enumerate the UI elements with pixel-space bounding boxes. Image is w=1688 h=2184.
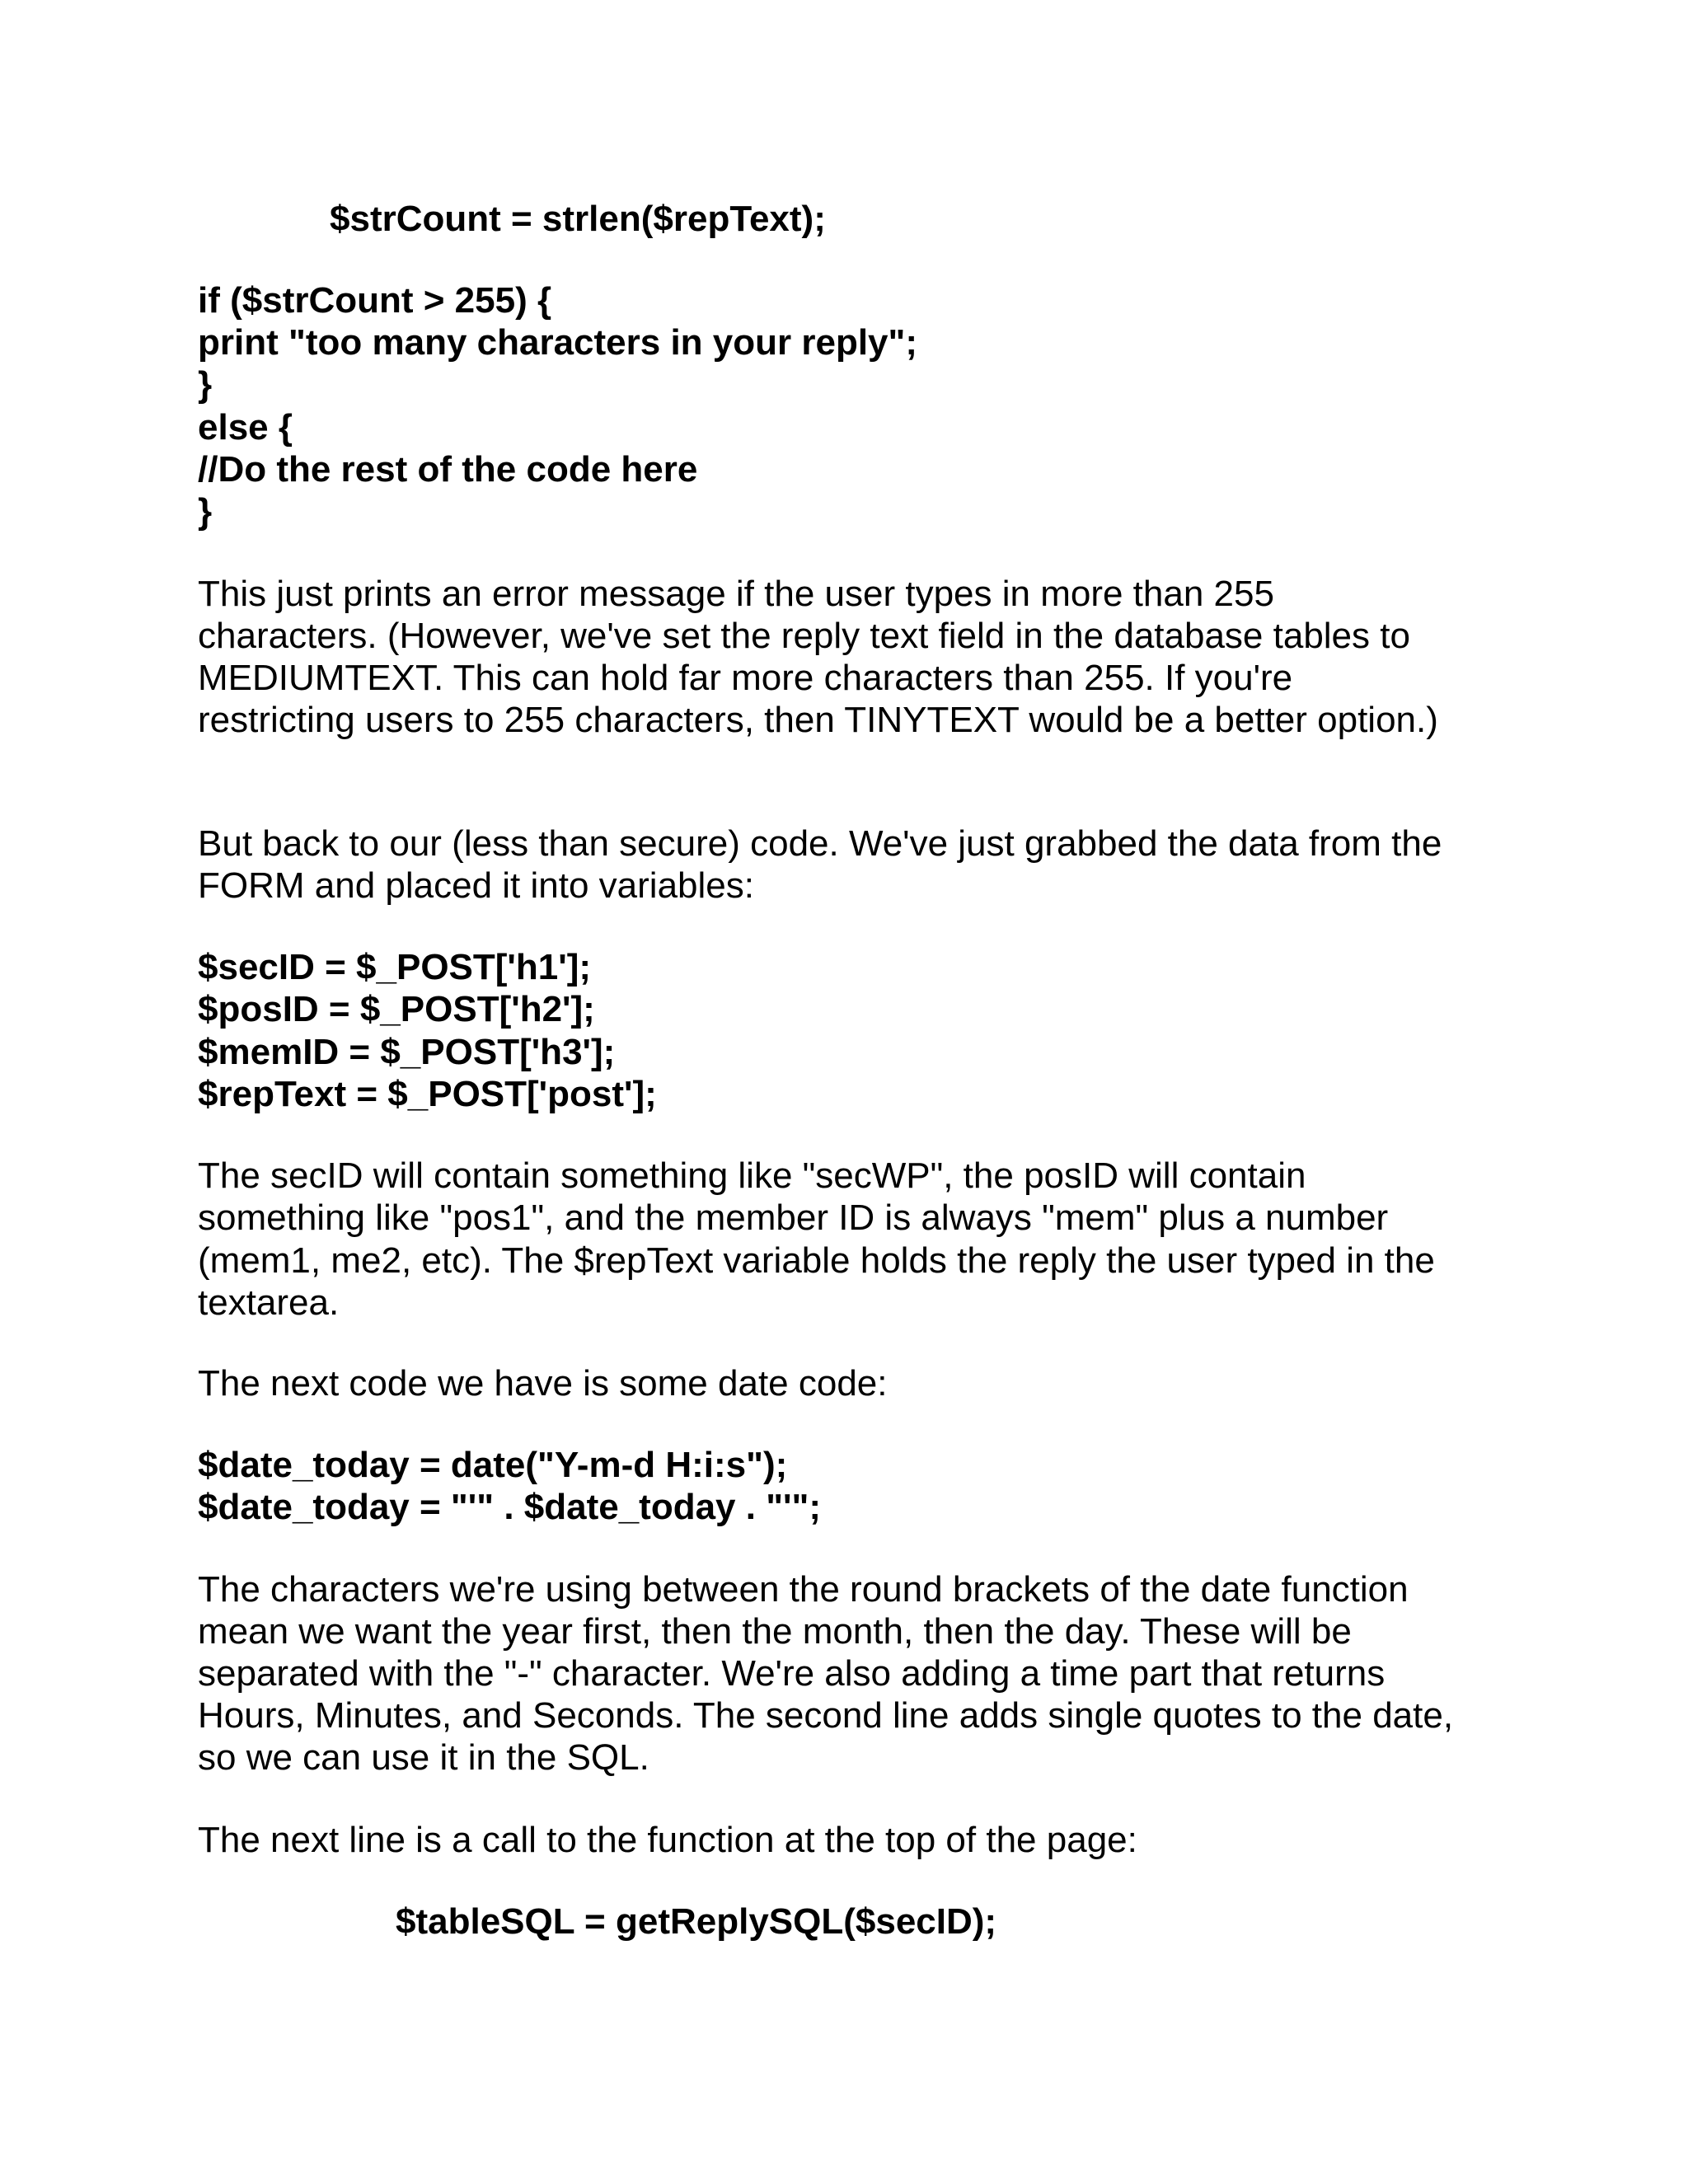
paragraph-line: The next line is a call to the function at the top of the page: [198,1820,1137,1860]
paragraph-line: The characters we're using between the round brackets of the date function [198,1569,1409,1610]
code-line-if: if ($strCount > 255) { [198,280,552,321]
code-line-print: print "too many characters in your reply"; [198,322,918,363]
code-line-else: else { [198,407,293,448]
code-line-close-brace-2: } [198,491,213,532]
paragraph-line: But back to our (less than secure) code. We've just grabbed the data from the [198,823,1442,864]
code-line-tablesql: $tableSQL = getReplySQL($secID); [396,1901,997,1942]
paragraph-line: so we can use it in the SQL. [198,1737,649,1778]
paragraph-line: (mem1, me2, etc). The $repText variable holds the reply the user typed in the [198,1240,1435,1281]
paragraph-line: The secID will contain something like "secWP", the posID will contain [198,1155,1306,1196]
code-line-comment: //Do the rest of the code here [198,449,698,490]
paragraph-line: MEDIUMTEXT. This can hold far more characters than 255. If you're [198,658,1293,698]
paragraph-line: This just prints an error message if the user types in more than 255 [198,574,1274,614]
paragraph-line: characters. (However, we've set the reply text field in the database tables to [198,616,1410,656]
paragraph-line: Hours, Minutes, and Seconds. The second line adds single quotes to the date, [198,1695,1454,1736]
code-line-reptext: $repText = $_POST['post']; [198,1074,657,1114]
paragraph-line: separated with the "-" character. We're also adding a time part that returns [198,1653,1386,1694]
code-line-date-quoted: $date_today = "'" . $date_today . "'"; [198,1487,822,1527]
code-line-date-today: $date_today = date("Y-m-d H:i:s"); [198,1445,788,1485]
paragraph-line: FORM and placed it into variables: [198,865,754,906]
code-line-posid: $posID = $_POST['h2']; [198,989,595,1029]
code-line-memid: $memID = $_POST['h3']; [198,1032,616,1072]
paragraph-line: The next code we have is some date code: [198,1363,888,1404]
code-line-secid: $secID = $_POST['h1']; [198,947,591,987]
code-line-strcount: $strCount = strlen($repText); [330,199,826,239]
paragraph-line: something like "pos1", and the member ID is always "mem" plus a number [198,1197,1389,1238]
paragraph-line: textarea. [198,1282,340,1323]
paragraph-line: mean we want the year first, then the month, then the day. These will be [198,1611,1352,1652]
code-line-close-brace: } [198,364,213,405]
paragraph-line: restricting users to 255 characters, then TINYTEXT would be a better option.) [198,700,1438,740]
